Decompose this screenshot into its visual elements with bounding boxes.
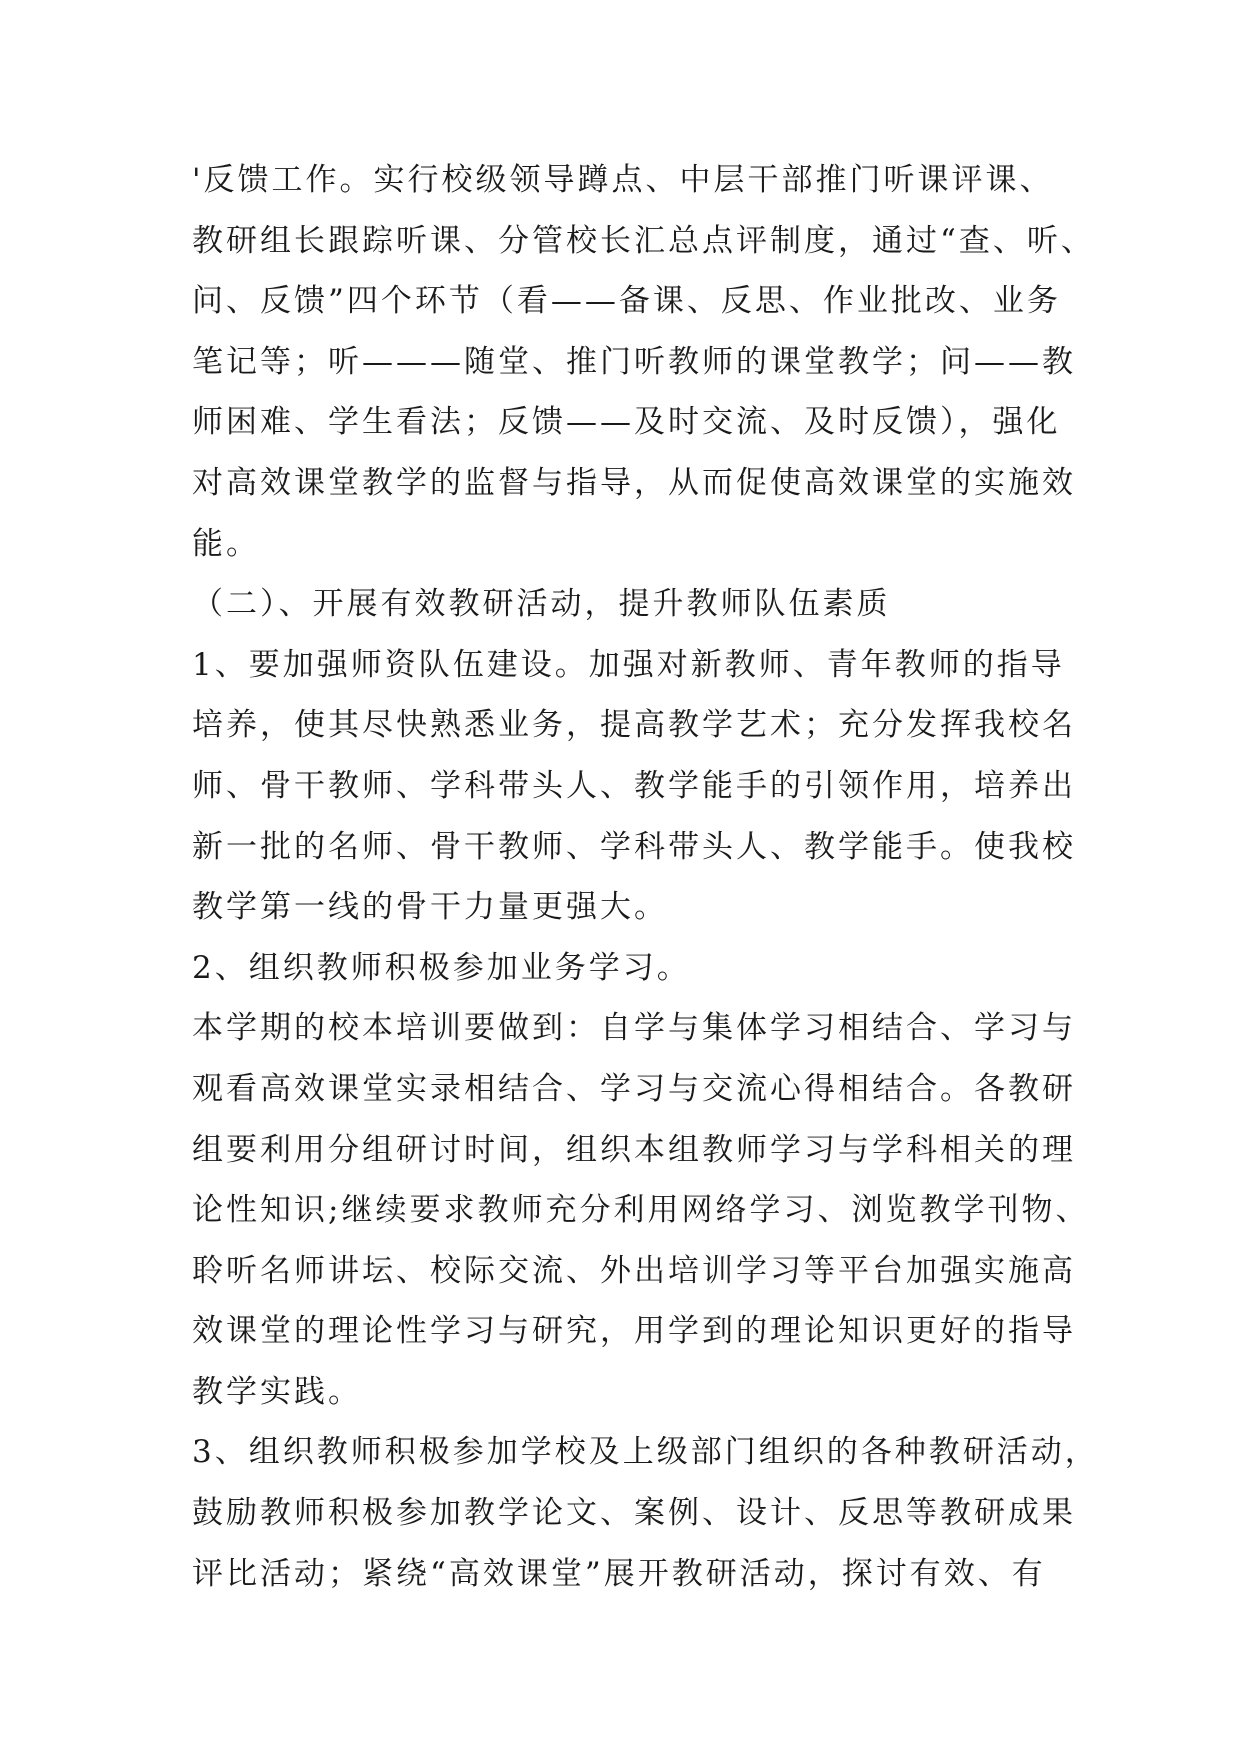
text-line: 问、反馈”四个环节（看——备课、反思、作业批改、业务: [192, 283, 1061, 320]
text-line: 教学第一线的骨干力量更强大。: [192, 889, 668, 926]
text-line: 鼓励教师积极参加教学论文、案例、设计、反思等教研成果: [192, 1495, 1076, 1532]
text-line: 师、骨干教师、学科带头人、教学能手的引领作用，培养出: [192, 767, 1076, 804]
section-heading: （二）、开展有效教研活动，提升教师队伍素质: [192, 586, 891, 623]
text-line: 组要利用分组研讨时间，组织本组教师学习与学科相关的理: [192, 1131, 1076, 1168]
text-line: 教研组长跟踪听课、分管校长汇总点评制度，通过“查、听、: [192, 222, 1095, 259]
text-line: 笔记等；听———随堂、推门听教师的课堂教学；问——教: [192, 343, 1076, 380]
text-line: 评比活动；紧绕“高效课堂”展开教研活动，探讨有效、有: [192, 1555, 1046, 1592]
text-line: 3、组织教师积极参加学校及上级部门组织的各种教研活动，: [192, 1434, 1099, 1471]
text-line: 效课堂的理论性学习与研究，用学到的理论知识更好的指导: [192, 1313, 1076, 1350]
text-line: 本学期的校本培训要做到：自学与集体学习相结合、学习与: [192, 1010, 1076, 1047]
text-line: 对高效课堂教学的监督与指导，从而促使高效课堂的实施效: [192, 464, 1076, 501]
text-line: 论性知识;继续要求教师充分利用网络学习、浏览教学刊物、: [192, 1192, 1090, 1229]
text-line: 教学实践。: [192, 1373, 362, 1410]
text-line: 新一批的名师、骨干教师、学科带头人、教学能手。使我校: [192, 828, 1076, 865]
text-line: 培养，使其尽快熟悉业务，提高教学艺术；充分发挥我校名: [192, 707, 1076, 744]
text-line: 1、要加强师资队伍建设。加强对新教师、青年教师的指导: [192, 646, 1065, 683]
text-line: 师困难、学生看法；反馈——及时交流、及时反馈），强化: [192, 404, 1061, 441]
body-text: [192, 150, 1099, 1604]
text-line: 2、组织教师积极参加业务学习。: [192, 949, 691, 986]
text-line: '反馈工作。实行校级领导蹲点、中层干部推门听课评课、: [192, 162, 1054, 198]
text-line: 观看高效课堂实录相结合、学习与交流心得相结合。各教研: [192, 1070, 1076, 1107]
text-line: 能。: [192, 525, 260, 562]
text-line: 聆听名师讲坛、校际交流、外出培训学习等平台加强实施高: [192, 1252, 1076, 1289]
